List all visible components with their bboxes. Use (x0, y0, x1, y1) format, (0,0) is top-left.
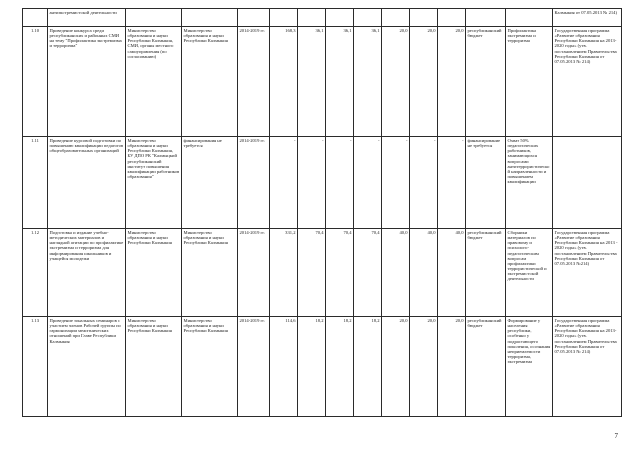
amount-2015: 18,2 (326, 317, 354, 417)
term (238, 9, 270, 27)
amount-2017: - (382, 137, 410, 229)
funding-recipient: Министерство образования и науки Республики Калмыкия (182, 229, 238, 317)
amount-2016: 70,4 (354, 229, 382, 317)
amount-2018: 40,0 (410, 229, 438, 317)
executor: Министерство образования и науки Республики Калмыкия, СМИ, органы местного самоуправления (по согласованию) (126, 27, 182, 137)
table-row (23, 9, 622, 27)
table-row (23, 229, 622, 317)
amount-2015: - (326, 137, 354, 229)
total-amount: 168,3 (270, 27, 298, 137)
legal-basis: Калмыкия от 07.05.2013 № 214) (553, 9, 622, 27)
amount-2019: 20,0 (438, 27, 466, 137)
table-row (23, 27, 622, 137)
activity-name: Проведение курсовой подготовки по повышению квалификации педагогов общеобразовательных организаций (48, 137, 126, 229)
amount-2019: 20,0 (438, 317, 466, 417)
amount-2017: 20,0 (382, 317, 410, 417)
activity-name: Подготовка и издание учебно-методических материалов и наглядной агитации по профилактике экстремизма и терроризма для информирования школьников и учащейся молодежи (48, 229, 126, 317)
total-amount: 114,6 (270, 317, 298, 417)
activity-name: антиэкстремистской деятельности (48, 9, 126, 27)
executor: Министерство образования и науки Республики Калмыкия (126, 317, 182, 417)
row-number (23, 9, 48, 27)
amount-2019 (438, 9, 466, 27)
amount-2018 (410, 9, 438, 27)
amount-2014: 36,1 (298, 27, 326, 137)
executor: Министерство образования и науки Республики Калмыкия, БУ ДПО РК "Калмыцкий республиканский институт повышения квалификации работников образования" (126, 137, 182, 229)
amount-2018: - (410, 137, 438, 229)
legal-basis (553, 137, 622, 229)
expected-result (506, 9, 553, 27)
amount-2014: - (298, 137, 326, 229)
term: 2014-2019 гг. (238, 229, 270, 317)
amount-2019: - (438, 137, 466, 229)
legal-basis: Государственная программа «Развитие образования Республики Калмыкия на 2013 - 2020 годы» (утв. постановлением Правительства Республики Калмыкия от 07.05.2013 №214) (553, 229, 622, 317)
funding-source: финансирование не требуется (466, 137, 506, 229)
amount-2014: 18,2 (298, 317, 326, 417)
term: 2014-2019 гг. (238, 27, 270, 137)
amount-2016: 18,2 (354, 317, 382, 417)
funding-source: республиканский бюджет (466, 229, 506, 317)
total-amount: - (270, 137, 298, 229)
amount-2019: 40,0 (438, 229, 466, 317)
activity-name: Проведение зональных семинаров с участием членов Рабочей группы по гармонизации межэтнических отношений при Главе Республики Калмыкия (48, 317, 126, 417)
amount-2017: 40,0 (382, 229, 410, 317)
amount-2017 (382, 9, 410, 27)
legal-basis: Государственная программа «Развитие образования Республики Калмыкия на 2013-2020 годы» (утв. постановлением Правительства Республики Калмыкия от 07.05.2013 № 214) (553, 27, 622, 137)
amount-2016 (354, 9, 382, 27)
row-number: 1.12 (23, 229, 48, 317)
amount-2018: 20,0 (410, 317, 438, 417)
funding-recipient (182, 9, 238, 27)
funding-source: республиканский бюджет (466, 27, 506, 137)
row-number: 1.13 (23, 317, 48, 417)
amount-2017: 20,0 (382, 27, 410, 137)
amount-2015: 36,1 (326, 27, 354, 137)
amount-2015 (326, 9, 354, 27)
amount-2014: 70,4 (298, 229, 326, 317)
funding-recipient: Министерство образования и науки Республики Калмыкия (182, 27, 238, 137)
expected-result: Охват 50% педагогических работников, занимающихся вопросами антитеррористической направленности и повышением квалификации (506, 137, 553, 229)
amount-2014 (298, 9, 326, 27)
expected-result: Сборники материалов по правовому и психолого-педагогическим вопросам профилактики террористической и экстремистской деятельности (506, 229, 553, 317)
total-amount: 331,2 (270, 229, 298, 317)
table-row (23, 137, 622, 229)
activity-name: Проведение конкурса среди республиканских и районных СМИ на тему "Профилактика экстремизма и терроризма" (48, 27, 126, 137)
page-number: 7 (614, 432, 618, 440)
amount-2015: 70,4 (326, 229, 354, 317)
legal-basis: Государственная программа «Развитие образования Республики Калмыкия на 2013-2020 годы» (утв. постановлением Правительства Республики Калмыкия от 07.05.2013 № 214) (553, 317, 622, 417)
term: 2014-2019 гг. (238, 317, 270, 417)
funding-source (466, 9, 506, 27)
expected-result: Профилактика экстремизма и терроризма (506, 27, 553, 137)
table-row (23, 317, 622, 417)
executor (126, 9, 182, 27)
row-number: 1.11 (23, 137, 48, 229)
row-number: 1.10 (23, 27, 48, 137)
amount-2018: 20,0 (410, 27, 438, 137)
amount-2016: 36,1 (354, 27, 382, 137)
total-amount (270, 9, 298, 27)
funding-source: республиканский бюджет (466, 317, 506, 417)
funding-recipient: финансирования не требуется (182, 137, 238, 229)
executor: Министерство образования и науки Республики Калмыкия (126, 229, 182, 317)
term: 2014-2019 гг. (238, 137, 270, 229)
funding-recipient: Министерство образования и науки Республики Калмыкия (182, 317, 238, 417)
amount-2016: - (354, 137, 382, 229)
expected-result: Формирование у населения республики, особенно у подрастающего поколения, осознания неприемлемости терроризма, экстремизма (506, 317, 553, 417)
program-activities-table (22, 8, 622, 417)
